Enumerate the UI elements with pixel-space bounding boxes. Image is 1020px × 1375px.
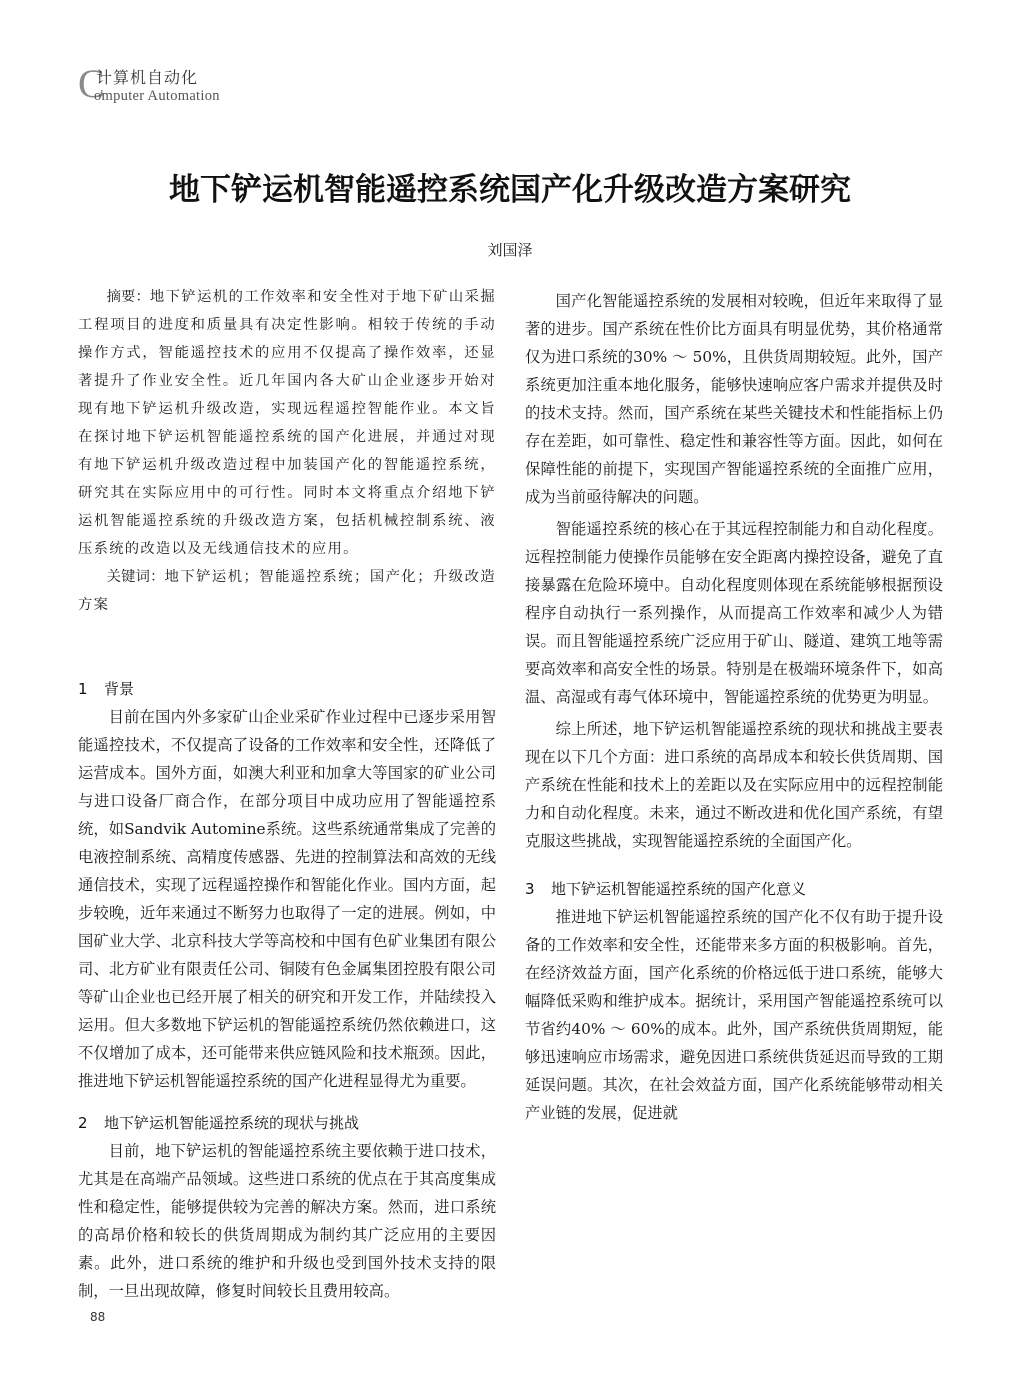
section-1-paragraph-1: 目前在国内外多家矿山企业采矿作业过程中已逐步采用智能遥控技术，不仅提高了设备的工作效率和安全性，还降低了运营成本。国外方面，如澳大利亚和加拿大等国家的矿业公司与进口设备厂商合作，在部分项目中成功应用了智能遥控系统，如Sandvik Automine系统。这些系统通常集成了完善的电液控制系统、高精度传感器、先进的控制算法和高效的无线通信技术，实现了远程遥控操作和智能化作业。国内方面，起步较晚，近年来通过不断努力也取得了一定的进展。例如，中国矿业大学、北京科技大学等高校和中国有色矿业集团有限公司、北方矿业有限责任公司、铜陵有色金属集团控股有限公司等矿山企业也已经开展了相关的研究和开发工作，并陆续投入运用。但大多数地下铲运机的智能遥控系统仍然依赖进口，这不仅增加了成本，还可能带来供应链风险和技术瓶颈。因此，推进地下铲运机智能遥控系统的国产化进程显得尤为重要。 xyxy=(78,708,496,1090)
keywords-label: 关键词： xyxy=(106,569,165,585)
article-title: 地下铲运机智能遥控系统国产化升级改造方案研究 xyxy=(169,172,851,208)
section-2-number: 2 xyxy=(78,1114,88,1132)
left-column xyxy=(78,283,496,1305)
abstract-label: 摘要： xyxy=(106,289,150,305)
section-3-title: 地下铲运机智能遥控系统的国产化意义 xyxy=(551,880,807,898)
abstract xyxy=(78,283,496,563)
section-3-paragraph-1: 推进地下铲运机智能遥控系统的国产化不仅有助于提升设备的工作效率和安全性，还能带来多方面的积极影响。首先，在经济效益方面，国产化系统的价格远低于进口系统，能够大幅降低采购和维护成本。据统计，采用国产智能遥控系统可以节省约40% ～ 60%的成本。此外，国产系统供货周期短，能够迅速响应市场需求，避免因进口系统供货延迟而导致的工期延误问题。其次，在社会效益方面，国产化系统能够带动相关产业链的发展，促进就 xyxy=(525,908,943,1122)
section-2-title: 地下铲运机智能遥控系统的现状与挑战 xyxy=(104,1114,360,1132)
section-2-paragraph-1: 目前，地下铲运机的智能遥控系统主要依赖于进口技术，尤其是在高端产品领域。这些进口系统的优点在于其高度集成性和稳定性，能够提供较为完善的解决方案。然而，进口系统的高昂价格和较长的供货周期成为制约其广泛应用的主要因素。此外，进口系统的维护和升级也受到国外技术支持的限制，一旦出现故障，修复时间较长且费用较高。 xyxy=(78,1142,496,1300)
journal-logo xyxy=(78,61,378,108)
article-author: 刘国泽 xyxy=(487,241,533,259)
section-1-heading xyxy=(78,675,496,703)
page-number: 88 xyxy=(90,1310,106,1324)
right-column xyxy=(525,283,943,1127)
section-2-paragraph-3: 智能遥控系统的核心在于其远程控制能力和自动化程度。远程控制能力使操作员能够在安全距离内操控设备，避免了直接暴露在危险环境中。自动化程度则体现在系统能够根据预设程序自动执行一系列操作，从而提高工作效率和减少人为错误。而且智能遥控系统广泛应用于矿山、隧道、建筑工地等需要高效率和高安全性的场景。特别是在极端环境条件下，如高温、高湿或有毒气体环境中，智能遥控系统的优势更为明显。 xyxy=(525,520,943,706)
keywords-text: 地下铲运机；智能遥控系统；国产化；升级改造方案 xyxy=(78,569,496,613)
journal-name-en: omputer Automation xyxy=(94,88,220,104)
section-3-heading xyxy=(525,875,943,903)
section-2-paragraph-2: 国产化智能遥控系统的发展相对较晚，但近年来取得了显著的进步。国产系统在性价比方面具有明显优势，其价格通常仅为进口系统的30% ～ 50%，且供货周期较短。此外，国产系统更加注重本地化服务，能够快速响应客户需求并提供及时的技术支持。然而，国产系统在某些关键技术和性能指标上仍存在差距，如可靠性、稳定性和兼容性等方面。因此，如何在保障性能的前提下，实现国产智能遥控系统的全面推广应用，成为当前亟待解决的问题。 xyxy=(525,292,943,506)
journal-name-cn: 计算机自动化 xyxy=(96,68,199,87)
journal-initial: C xyxy=(78,61,105,106)
section-3-number: 3 xyxy=(525,880,535,898)
section-1-number: 1 xyxy=(78,680,88,698)
section-1-title: 背景 xyxy=(104,680,135,698)
keywords xyxy=(78,563,496,619)
abstract-text: 地下铲运机的工作效率和安全性对于地下矿山采掘工程项目的进度和质量具有决定性影响。相较于传统的手动操作方式，智能遥控技术的应用不仅提高了操作效率，还显著提升了作业安全性。近几年国内各大矿山企业逐步开始对现有地下铲运机升级改造，实现远程遥控智能作业。本文旨在探讨地下铲运机智能遥控系统的国产化进展，并通过对现有地下铲运机升级改造过程中加装国产化的智能遥控系统，研究其在实际应用中的可行性。同时本文将重点介绍地下铲运机智能遥控系统的升级改造方案，包括机械控制系统、液压系统的改造以及无线通信技术的应用。 xyxy=(78,289,496,557)
section-2-paragraph-4: 综上所述，地下铲运机智能遥控系统的现状和挑战主要表现在以下几个方面：进口系统的高昂成本和较长供货周期、国产系统在性能和技术上的差距以及在实际应用中的远程控制能力和自动化程度。未来，通过不断改进和优化国产系统，有望克服这些挑战，实现智能遥控系统的全面国产化。 xyxy=(525,720,943,850)
section-2-heading xyxy=(78,1109,496,1137)
